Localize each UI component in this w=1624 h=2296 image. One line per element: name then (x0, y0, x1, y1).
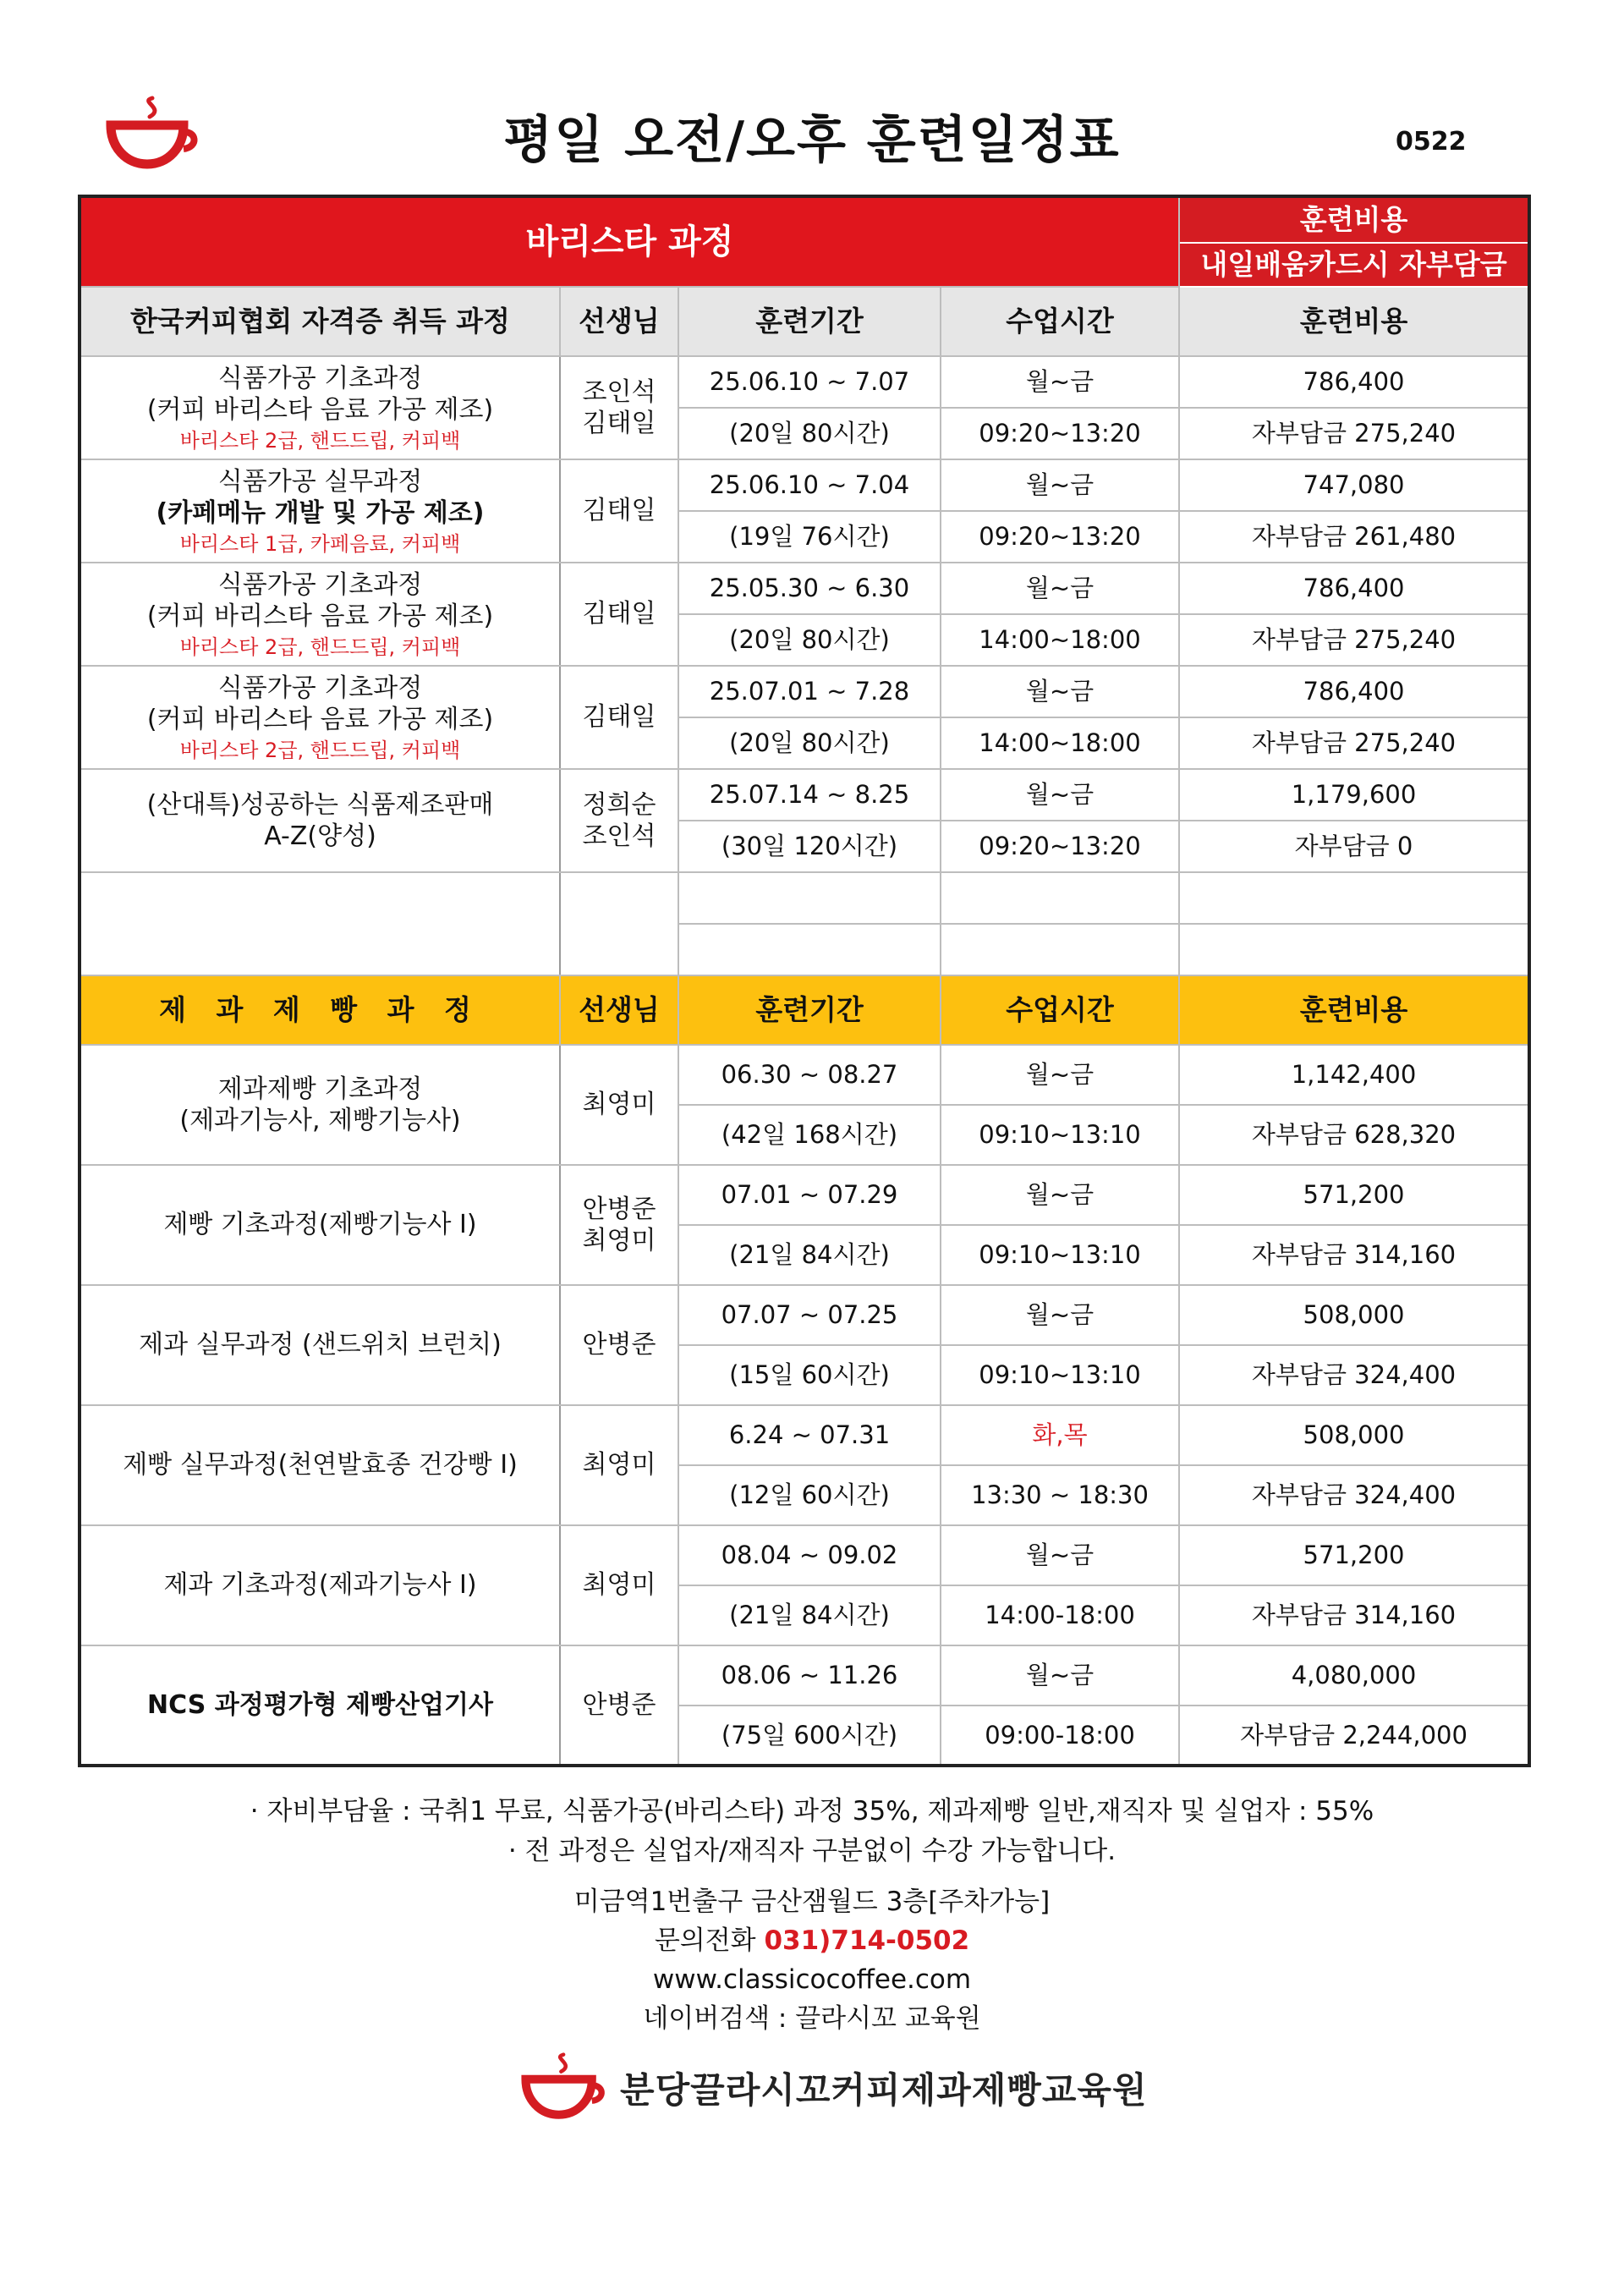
teacher-name: 안병준 (582, 1194, 656, 1224)
column-header-period: 훈련기간 (678, 287, 941, 356)
teacher-name: 최영미 (582, 1450, 656, 1480)
self-pay-amount: 자부담금 324,400 (1179, 1465, 1529, 1525)
empty-cell (678, 924, 941, 975)
search-hint-text: 네이버검색 : 끌라시꼬 교육원 (643, 2003, 981, 2034)
teacher-cell (560, 1645, 678, 1766)
course-duration: (12일 60시간) (678, 1465, 941, 1525)
course-period: 08.04 ~ 09.02 (678, 1525, 941, 1585)
empty-cell (560, 872, 678, 975)
class-days: 월~금 (941, 1045, 1179, 1105)
course-duration: (42일 168시간) (678, 1105, 941, 1165)
course-line1: (산대특)성공하는 식품제조판매 (146, 789, 494, 820)
course-fee: 786,400 (1179, 666, 1529, 717)
teacher-cell (560, 1285, 678, 1405)
class-days: 월~금 (941, 1285, 1179, 1345)
teacher-cell (560, 1525, 678, 1645)
course-duration: (20일 80시간) (678, 614, 941, 666)
course-duration: (75일 600시간) (678, 1706, 941, 1766)
contact-section (0, 1882, 1624, 2038)
course-duration: (20일 80시간) (678, 408, 941, 459)
course-name (80, 769, 560, 872)
document-code: 0522 (1396, 127, 1467, 157)
empty-cell (678, 872, 941, 924)
teacher-name: 김태일 (582, 409, 656, 438)
course-fee: 747,080 (1179, 459, 1529, 511)
course-duration: (20일 80시간) (678, 717, 941, 769)
course-line2: A-Z(양성) (264, 821, 376, 851)
brand-footer (520, 2052, 1148, 2124)
course-period: 08.06 ~ 11.26 (678, 1645, 941, 1706)
teacher-cell (560, 1405, 678, 1525)
course-name (80, 1285, 560, 1405)
table-row (80, 1525, 1529, 1585)
table-row (80, 1165, 1529, 1225)
course-fee: 4,080,000 (1179, 1645, 1529, 1706)
course-fee: 571,200 (1179, 1165, 1529, 1225)
column-header-fee: 훈련비용 (1179, 287, 1529, 356)
column-header-time: 수업시간 (941, 287, 1179, 356)
course-certification: 바리스타 1급, 카페음료, 커피백 (179, 531, 461, 556)
teacher-name: 김태일 (582, 496, 656, 526)
course-period: 25.05.30 ~ 6.30 (678, 563, 941, 614)
coffee-cup-logo-icon (520, 2052, 608, 2124)
course-fee: 508,000 (1179, 1405, 1529, 1465)
course-name (80, 1405, 560, 1525)
teacher-name: 김태일 (582, 702, 656, 733)
class-days: 월~금 (941, 666, 1179, 717)
course-line1: NCS 과정평가형 제빵산업기사 (147, 1689, 493, 1720)
course-name (80, 459, 560, 563)
table-row (80, 1645, 1529, 1706)
fee-header-top: 훈련비용 (1179, 196, 1529, 243)
note-line: · 전 과정은 실업자/재직자 구분없이 수강 가능합니다. (508, 1836, 1116, 1866)
self-pay-amount: 자부담금 628,320 (1179, 1105, 1529, 1165)
course-fee: 1,142,400 (1179, 1045, 1529, 1105)
course-name (80, 1045, 560, 1165)
column-header-time: 수업시간 (941, 975, 1179, 1045)
class-time: 09:10~13:10 (941, 1345, 1179, 1405)
class-days: 월~금 (941, 1165, 1179, 1225)
bakery-section-header: 제 과 제 빵 과 정 (80, 975, 560, 1045)
teacher-cell (560, 666, 678, 769)
course-fee: 786,400 (1179, 563, 1529, 614)
class-days: 월~금 (941, 356, 1179, 408)
empty-cell (80, 872, 560, 975)
course-fee: 508,000 (1179, 1285, 1529, 1345)
column-header-course: 한국커피협회 자격증 취득 과정 (80, 287, 560, 356)
phone-label: 문의전화 (654, 1925, 765, 1956)
self-pay-amount: 자부담금 261,480 (1179, 511, 1529, 563)
empty-cell (1179, 924, 1529, 975)
course-line1: 제과 기초과정(제과기능사 I) (163, 1570, 477, 1601)
self-pay-amount: 자부담금 2,244,000 (1179, 1706, 1529, 1766)
course-line1: 제빵 실무과정(천연발효종 건강빵 I) (123, 1450, 518, 1480)
teacher-name: 최영미 (582, 1226, 656, 1255)
phone-line (0, 1921, 1624, 1960)
phone-number: 031)714-0502 (764, 1925, 970, 1956)
course-period: 6.24 ~ 07.31 (678, 1405, 941, 1465)
course-period: 07.07 ~ 07.25 (678, 1285, 941, 1345)
teacher-name: 김태일 (582, 599, 656, 629)
class-days: 월~금 (941, 1645, 1179, 1706)
course-period: 25.06.10 ~ 7.07 (678, 356, 941, 408)
table-row (80, 666, 1529, 717)
empty-row (80, 872, 1529, 924)
class-days: 화,목 (941, 1405, 1179, 1465)
self-pay-amount: 자부담금 275,240 (1179, 717, 1529, 769)
class-time: 09:20~13:20 (941, 821, 1179, 872)
teacher-cell (560, 356, 678, 459)
course-line2: (커피 바리스타 음료 가공 제조) (146, 395, 494, 425)
class-time: 14:00~18:00 (941, 614, 1179, 666)
table-row (80, 1045, 1529, 1105)
course-certification: 바리스타 2급, 핸드드립, 커피백 (179, 634, 461, 659)
course-period: 06.30 ~ 08.27 (678, 1045, 941, 1105)
class-time: 13:30 ~ 18:30 (941, 1465, 1179, 1525)
course-fee: 571,200 (1179, 1525, 1529, 1585)
self-pay-amount: 자부담금 0 (1179, 821, 1529, 872)
class-time: 09:20~13:20 (941, 408, 1179, 459)
teacher-name: 정희순 (582, 789, 656, 820)
self-pay-amount: 자부담금 324,400 (1179, 1345, 1529, 1405)
course-line1: 식품가공 기초과정 (217, 363, 423, 393)
schedule-table (78, 195, 1531, 1767)
address-text: 미금역1번출구 금산잼월드 3층[주차가능] (573, 1887, 1051, 1917)
teacher-name: 조인석 (582, 821, 656, 851)
course-fee: 1,179,600 (1179, 769, 1529, 821)
teacher-cell (560, 459, 678, 563)
course-line1: 식품가공 기초과정 (217, 569, 423, 600)
notes-section (0, 1792, 1624, 1871)
column-header-fee: 훈련비용 (1179, 975, 1529, 1045)
class-days: 월~금 (941, 769, 1179, 821)
brand-name: 분당끌라시꼬커피제과제빵교육원 (620, 2069, 1148, 2111)
barista-section-banner: 바리스타 과정 (80, 196, 1179, 287)
teacher-name: 조인석 (582, 376, 656, 407)
table-row (80, 356, 1529, 408)
table-row (80, 459, 1529, 511)
empty-cell (941, 924, 1179, 975)
course-line2: (제과기능사, 제빵기능사) (179, 1106, 461, 1135)
self-pay-amount: 자부담금 314,160 (1179, 1585, 1529, 1645)
teacher-name: 최영미 (582, 1090, 656, 1120)
course-period: 07.01 ~ 07.29 (678, 1165, 941, 1225)
course-period: 25.06.10 ~ 7.04 (678, 459, 941, 511)
course-line1: 식품가공 기초과정 (217, 673, 423, 703)
self-pay-amount: 자부담금 275,240 (1179, 614, 1529, 666)
class-time: 09:10~13:10 (941, 1225, 1179, 1285)
column-header-teacher: 선생님 (560, 287, 678, 356)
page-title: 평일 오전/오후 훈련일정표 (503, 111, 1121, 170)
fee-header-bottom: 내일배움카드시 자부담금 (1179, 243, 1529, 287)
teacher-name: 최영미 (582, 1570, 656, 1601)
class-time: 09:00-18:00 (941, 1706, 1179, 1766)
class-time: 09:10~13:10 (941, 1105, 1179, 1165)
course-line1: 식품가공 실무과정 (217, 466, 423, 497)
course-line2: (카페메뉴 개발 및 가공 제조) (156, 498, 485, 528)
course-duration: (21일 84시간) (678, 1225, 941, 1285)
course-line1: 제과 실무과정 (샌드위치 브런치) (139, 1330, 502, 1360)
course-name (80, 1525, 560, 1645)
course-name (80, 1165, 560, 1285)
course-name (80, 666, 560, 769)
class-time: 14:00-18:00 (941, 1585, 1179, 1645)
website-text: www.classicocoffee.com (652, 1964, 972, 1995)
course-period: 25.07.01 ~ 7.28 (678, 666, 941, 717)
table-row (80, 1405, 1529, 1465)
teacher-name: 안병준 (582, 1689, 656, 1720)
course-duration: (21일 84시간) (678, 1585, 941, 1645)
course-period: 25.07.14 ~ 8.25 (678, 769, 941, 821)
class-days: 월~금 (941, 459, 1179, 511)
class-time: 14:00~18:00 (941, 717, 1179, 769)
empty-cell (1179, 872, 1529, 924)
course-duration: (15일 60시간) (678, 1345, 941, 1405)
teacher-cell (560, 769, 678, 872)
empty-cell (941, 872, 1179, 924)
course-line2: (커피 바리스타 음료 가공 제조) (146, 705, 494, 734)
table-row (80, 769, 1529, 821)
self-pay-amount: 자부담금 314,160 (1179, 1225, 1529, 1285)
course-name (80, 563, 560, 666)
column-header-period: 훈련기간 (678, 975, 941, 1045)
class-days: 월~금 (941, 563, 1179, 614)
teacher-cell (560, 1045, 678, 1165)
note-line: · 자비부담율 : 국취1 무료, 식품가공(바리스타) 과정 35%, 제과제빵 일반,재직자 및 실업자 : 55% (250, 1796, 1374, 1826)
class-days: 월~금 (941, 1525, 1179, 1585)
course-fee: 786,400 (1179, 356, 1529, 408)
course-certification: 바리스타 2급, 핸드드립, 커피백 (179, 428, 461, 453)
teacher-cell (560, 563, 678, 666)
teacher-cell (560, 1165, 678, 1285)
table-row (80, 1285, 1529, 1345)
course-name (80, 1645, 560, 1766)
self-pay-amount: 자부담금 275,240 (1179, 408, 1529, 459)
teacher-name: 안병준 (582, 1330, 656, 1360)
column-header-teacher: 선생님 (560, 975, 678, 1045)
course-line2: (커피 바리스타 음료 가공 제조) (146, 601, 494, 631)
course-name (80, 356, 560, 459)
course-certification: 바리스타 2급, 핸드드립, 커피백 (179, 738, 461, 762)
course-line1: 제과제빵 기초과정 (217, 1074, 423, 1104)
class-time: 09:20~13:20 (941, 511, 1179, 563)
course-duration: (19일 76시간) (678, 511, 941, 563)
course-line1: 제빵 기초과정(제빵기능사 I) (163, 1210, 477, 1240)
course-duration: (30일 120시간) (678, 821, 941, 872)
table-row (80, 563, 1529, 614)
